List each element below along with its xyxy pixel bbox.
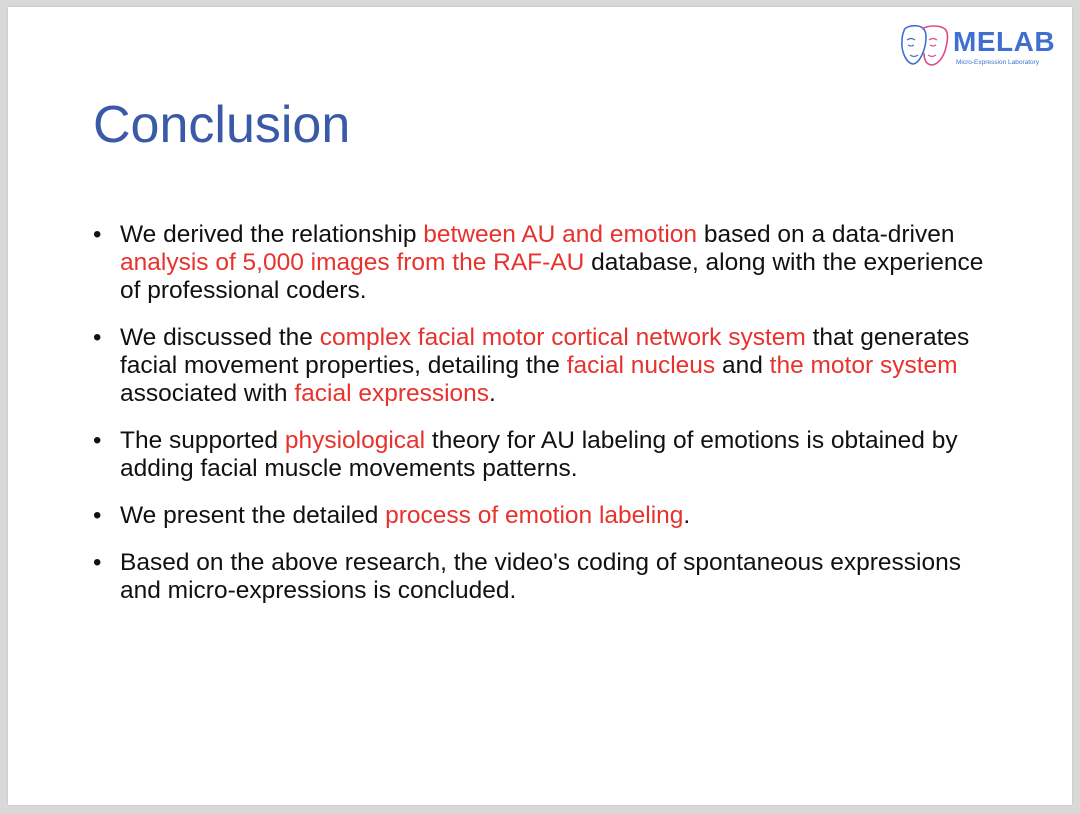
highlighted-text: the motor system <box>769 352 958 379</box>
bullet-item <box>92 221 992 305</box>
bullet-dot-icon: • <box>93 324 102 351</box>
body-text: and <box>715 352 770 379</box>
melab-logo <box>898 23 1060 73</box>
bullet-dot-icon: • <box>93 427 102 454</box>
bullet-dot-icon: • <box>93 502 102 529</box>
body-text: database, along with the experience of professional coders. <box>120 249 984 304</box>
bullet-dot-icon: • <box>93 549 102 576</box>
slide-title: Conclusion <box>93 96 351 154</box>
body-text: associated with <box>120 380 295 407</box>
highlighted-text: process of emotion labeling <box>385 502 684 529</box>
bullet-dot-icon: • <box>93 221 102 248</box>
face-mask-logo-icon <box>898 23 950 69</box>
highlighted-text: complex facial motor cortical network system <box>319 324 806 351</box>
bullet-item <box>92 324 992 408</box>
logo-wordmark: MELAB <box>953 26 1056 57</box>
body-text: . <box>683 502 691 529</box>
body-text: We present the detailed <box>120 502 386 529</box>
highlighted-text: analysis of 5,000 images from the RAF-AU <box>120 249 585 276</box>
body-text: that generates facial movement properties, detailing the <box>120 324 970 379</box>
body-text: The supported <box>120 427 285 454</box>
body-text: . <box>489 380 496 407</box>
body-text: We derived the relationship <box>120 221 424 248</box>
body-text: We discussed the <box>120 324 320 351</box>
body-text: theory for AU labeling of emotions is obtained by adding facial muscle movements patterns. <box>120 427 958 482</box>
highlighted-text: facial nucleus <box>566 352 716 379</box>
highlighted-text: between AU and emotion <box>423 221 698 248</box>
body-text: Based on the above research, the video's coding of spontaneous expressions and micro-expressions is concluded. <box>120 549 961 604</box>
bullet-list <box>92 221 992 624</box>
logo-subtitle: Micro-Expression Laboratory <box>956 59 1040 66</box>
highlighted-text: physiological <box>284 427 426 454</box>
bullet-item <box>92 549 992 605</box>
highlighted-text: facial expressions <box>294 380 490 407</box>
bullet-item <box>92 502 992 530</box>
slide <box>8 7 1072 805</box>
body-text: based on a data-driven <box>697 221 955 248</box>
bullet-item <box>92 427 992 483</box>
